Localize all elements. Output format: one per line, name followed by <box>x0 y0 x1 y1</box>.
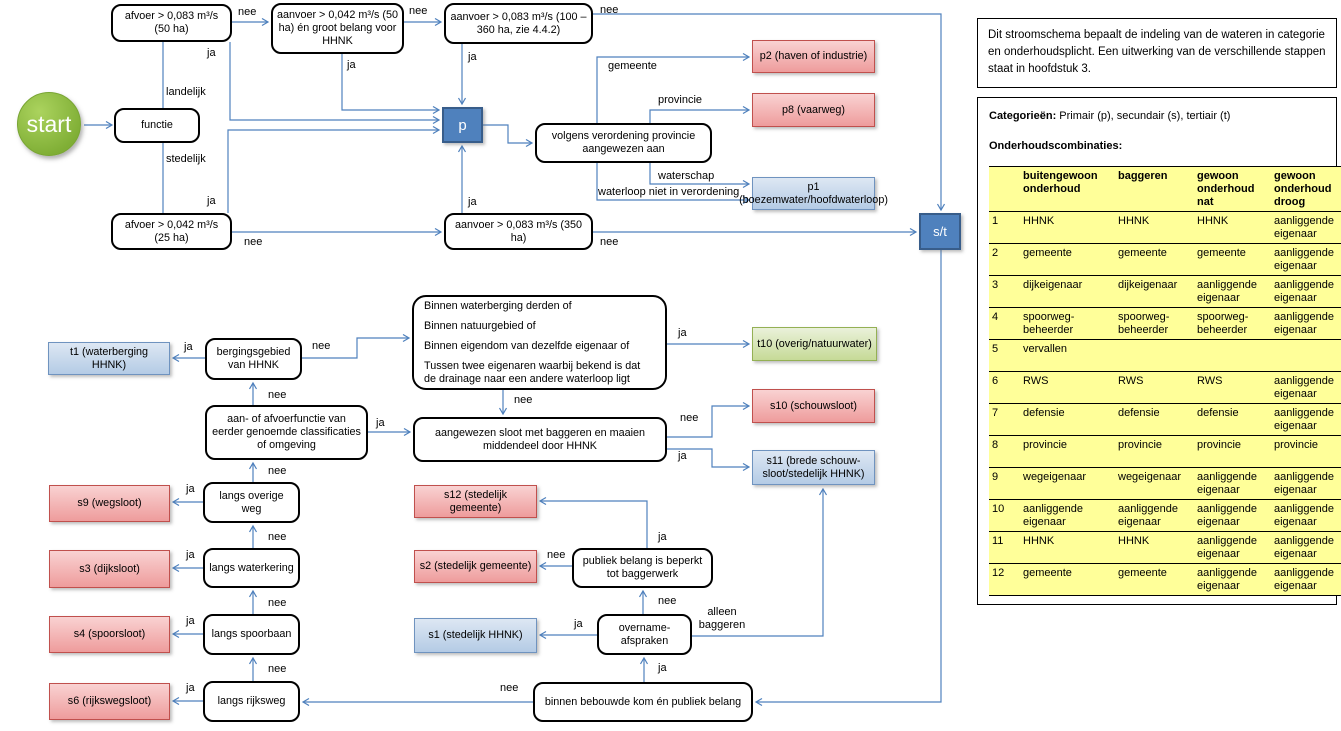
table-cell: aanliggende eigenaar <box>1194 500 1271 532</box>
table-cell: HHNK <box>1115 212 1194 244</box>
table-cell: provincie <box>1271 436 1341 468</box>
node-bebouwde-kom: binnen bebouwde kom én publiek belang <box>533 682 753 722</box>
table-row <box>989 436 1341 468</box>
edge-label: nee <box>500 682 519 694</box>
node-functie: functie <box>114 108 200 143</box>
node-s12: s12 (stedelijk gemeente) <box>414 485 537 518</box>
table-cell: 12 <box>989 564 1020 596</box>
table-cell <box>1194 340 1271 372</box>
table-cell: gemeente <box>1194 244 1271 276</box>
table-header-cell: baggeren <box>1115 167 1194 212</box>
connector-line <box>650 110 749 123</box>
edge-label: nee <box>268 663 287 675</box>
table-cell: aanliggende eigenaar <box>1115 500 1194 532</box>
table-cell: 6 <box>989 372 1020 404</box>
edge-label: ja <box>186 549 195 561</box>
edge-label: gemeente <box>608 60 657 72</box>
edge-label: nee <box>600 4 619 16</box>
table-header-cell: gewoon onderhoud nat <box>1194 167 1271 212</box>
connector-line <box>342 54 439 110</box>
node-verordening: volgens verordening provincie aangewezen aan <box>535 123 712 163</box>
table-cell: gemeente <box>1020 244 1115 276</box>
edge-label: ja <box>184 341 193 353</box>
edge-label: ja <box>468 51 477 63</box>
table-row <box>989 308 1341 340</box>
edge-label: ja <box>186 682 195 694</box>
node-s3: s3 (dijksloot) <box>49 550 170 588</box>
edge-label: ja <box>186 615 195 627</box>
node-start: start <box>17 92 81 156</box>
edge-label: nee <box>547 549 566 561</box>
edge-label: ja <box>347 59 356 71</box>
edge-label: alleen baggeren <box>698 606 746 631</box>
table-row <box>989 244 1341 276</box>
table-row <box>989 468 1341 500</box>
edge-label: nee <box>600 236 619 248</box>
table-header-cell <box>989 167 1020 212</box>
table-cell: provincie <box>1115 436 1194 468</box>
table-cell: dijkeigenaar <box>1115 276 1194 308</box>
table-cell: HHNK <box>1194 212 1271 244</box>
table-cell: RWS <box>1020 372 1115 404</box>
node-p1: p1 (boezemwater/hoofdwaterloop) <box>752 177 875 210</box>
table-cell: 7 <box>989 404 1020 436</box>
table-cell: gemeente <box>1115 244 1194 276</box>
edge-label: ja <box>658 662 667 674</box>
table-row <box>989 212 1341 244</box>
table-cell: aanliggende eigenaar <box>1271 212 1341 244</box>
table-cell: 4 <box>989 308 1020 340</box>
table-cell: spoorweg-beheerder <box>1115 308 1194 340</box>
node-aanvoer-0083-350ha: aanvoer > 0,083 m³/s (350 ha) <box>444 213 593 250</box>
description-text: Dit stroomschema bepaalt de indeling van de wateren in categorie en onderhoudsplicht. Een uitwerking van de verschillende stappen staat in hoofdstuk 3. <box>988 29 1326 75</box>
criteria-line: Tussen twee eigenaren waarbij bekend is dat de drainage naar een andere waterloop ligt <box>424 359 641 385</box>
edge-label: ja <box>678 450 687 462</box>
table-row <box>989 340 1341 372</box>
edge-label: ja <box>186 483 195 495</box>
node-afvoer-0083-50ha: afvoer > 0,083 m³/s (50 ha) <box>111 4 232 42</box>
edge-label: nee <box>680 412 699 424</box>
table-row <box>989 276 1341 308</box>
table-cell: aanliggende eigenaar <box>1271 500 1341 532</box>
table-cell: aanliggende eigenaar <box>1194 468 1271 500</box>
table-header-cell: buitengewoon onderhoud <box>1020 167 1115 212</box>
table-cell: defensie <box>1020 404 1115 436</box>
table-cell: dijkeigenaar <box>1020 276 1115 308</box>
table-cell: 3 <box>989 276 1020 308</box>
table-cell <box>1115 340 1194 372</box>
node-criteria <box>412 295 667 390</box>
table-row <box>989 500 1341 532</box>
edge-label: nee <box>658 595 677 607</box>
table-cell: aanliggende eigenaar <box>1271 244 1341 276</box>
node-t1: t1 (waterberging HHNK) <box>48 342 170 375</box>
table-cell: 8 <box>989 436 1020 468</box>
node-s9: s9 (wegsloot) <box>49 485 170 522</box>
table-cell: aanliggende eigenaar <box>1271 468 1341 500</box>
table-row <box>989 372 1341 404</box>
table-cell: provincie <box>1020 436 1115 468</box>
table-cell: provincie <box>1194 436 1271 468</box>
table-cell: spoorweg-beheerder <box>1020 308 1115 340</box>
table-cell: HHNK <box>1115 532 1194 564</box>
table-cell: aanliggende eigenaar <box>1271 564 1341 596</box>
node-langs-rijksweg: langs rijksweg <box>203 681 300 722</box>
table-cell: defensie <box>1194 404 1271 436</box>
node-p2: p2 (haven of industrie) <box>752 40 875 73</box>
table-cell: HHNK <box>1020 212 1115 244</box>
node-s6: s6 (rijkswegsloot) <box>49 683 170 720</box>
node-st: s/t <box>919 213 961 250</box>
legend-panel <box>977 97 1337 605</box>
edge-label: ja <box>207 47 216 59</box>
edge-label: nee <box>268 597 287 609</box>
edge-label: nee <box>268 465 287 477</box>
edge-label: nee <box>238 6 257 18</box>
node-aan-afvoerfunctie: aan- of afvoerfunctie van eerder genoemde classificaties of omgeving <box>205 405 368 460</box>
table-cell: aanliggende eigenaar <box>1271 404 1341 436</box>
edge-label: provincie <box>658 94 703 106</box>
table-header-row <box>989 167 1341 212</box>
table-cell: aanliggende eigenaar <box>1271 372 1341 404</box>
table-cell: aanliggende eigenaar <box>1020 500 1115 532</box>
connector-line <box>540 501 647 548</box>
node-s1: s1 (stedelijk HHNK) <box>414 618 537 653</box>
node-s11: s11 (brede schouw-sloot/stedelijk HHNK) <box>752 450 875 485</box>
edge-label: nee <box>268 531 287 543</box>
edge-label: ja <box>207 195 216 207</box>
edge-label: ja <box>376 417 385 429</box>
table-cell: aanliggende eigenaar <box>1271 276 1341 308</box>
table-cell: 10 <box>989 500 1020 532</box>
node-publiek-belang: publiek belang is beperkt tot baggerwerk <box>572 548 713 588</box>
node-aangewezen-sloot: aangewezen sloot met baggeren en maaien middendeel door HHNK <box>413 417 667 462</box>
categories-label: Categorieën: <box>989 110 1057 122</box>
table-cell: 9 <box>989 468 1020 500</box>
table-cell: aanliggende eigenaar <box>1194 276 1271 308</box>
connector-line <box>483 125 532 143</box>
table-cell: 1 <box>989 212 1020 244</box>
edge-label: stedelijk <box>166 153 206 165</box>
table-cell: spoorweg-beheerder <box>1194 308 1271 340</box>
node-p8: p8 (vaarweg) <box>752 93 875 127</box>
node-s10: s10 (schouwsloot) <box>752 389 875 423</box>
table-cell: aanliggende eigenaar <box>1271 532 1341 564</box>
table-cell: 5 <box>989 340 1020 372</box>
table-header-cell: gewoon onderhoud droog <box>1271 167 1341 212</box>
node-langs-spoorbaan: langs spoorbaan <box>203 614 300 655</box>
table-cell: aanliggende eigenaar <box>1194 564 1271 596</box>
node-aanvoer-0083-100-360ha: aanvoer > 0,083 m³/s (100 – 360 ha, zie 4.4.2) <box>444 3 593 44</box>
node-langs-waterkering: langs waterkering <box>203 548 300 588</box>
criteria-line: Binnen natuurgebied of <box>424 319 536 332</box>
edge-label: nee <box>312 340 331 352</box>
edge-label: waterschap <box>658 170 715 182</box>
edge-label: nee <box>514 394 533 406</box>
table-title: Onderhoudscombinaties: <box>989 140 1123 152</box>
table-cell: vervallen <box>1020 340 1115 372</box>
node-s2: s2 (stedelijk gemeente) <box>414 550 537 583</box>
edge-label: nee <box>409 5 428 17</box>
edge-label: ja <box>678 327 687 339</box>
table-cell: aanliggende eigenaar <box>1271 308 1341 340</box>
table-cell <box>1271 340 1341 372</box>
table-row <box>989 532 1341 564</box>
criteria-line: Binnen eigendom van dezelfde eigenaar of <box>424 339 630 352</box>
edge-label: nee <box>244 236 263 248</box>
table-cell: defensie <box>1115 404 1194 436</box>
table-cell: RWS <box>1115 372 1194 404</box>
table-cell: aanliggende eigenaar <box>1194 532 1271 564</box>
edge-label: landelijk <box>166 86 206 98</box>
node-t10: t10 (overig/natuurwater) <box>752 327 877 361</box>
table-cell: HHNK <box>1020 532 1115 564</box>
categories-value: Primair (p), secundair (s), tertiair (t) <box>1056 110 1231 122</box>
criteria-line: Binnen waterberging derden of <box>424 299 572 312</box>
node-s4: s4 (spoorsloot) <box>49 616 170 653</box>
node-langs-overige-weg: langs overige weg <box>203 482 300 523</box>
table-cell: RWS <box>1194 372 1271 404</box>
edge-label: ja <box>658 531 667 543</box>
node-overname-afspraken: overname-afspraken <box>597 614 692 655</box>
connector-line <box>228 130 439 213</box>
node-bergingsgebied: bergingsgebied van HHNK <box>205 338 302 380</box>
table-cell: gemeente <box>1020 564 1115 596</box>
description-panel <box>977 18 1337 88</box>
maintenance-table <box>989 166 1341 596</box>
edge-label: ja <box>574 618 583 630</box>
table-row <box>989 564 1341 596</box>
table-cell: wegeigenaar <box>1020 468 1115 500</box>
edge-label: ja <box>468 196 477 208</box>
node-p: p <box>442 107 483 143</box>
table-cell: gemeente <box>1115 564 1194 596</box>
table-row <box>989 404 1341 436</box>
categories-line <box>989 110 1325 123</box>
table-cell: 2 <box>989 244 1020 276</box>
table-cell: 11 <box>989 532 1020 564</box>
node-afvoer-0042-25ha: afvoer > 0,042 m³/s (25 ha) <box>111 213 232 250</box>
node-aanvoer-0042-50ha: aanvoer > 0,042 m³/s (50 ha) én groot belang voor HHNK <box>271 3 404 54</box>
edge-label: waterloop niet in verordening <box>598 186 740 198</box>
table-cell: wegeigenaar <box>1115 468 1194 500</box>
edge-label: nee <box>268 389 287 401</box>
